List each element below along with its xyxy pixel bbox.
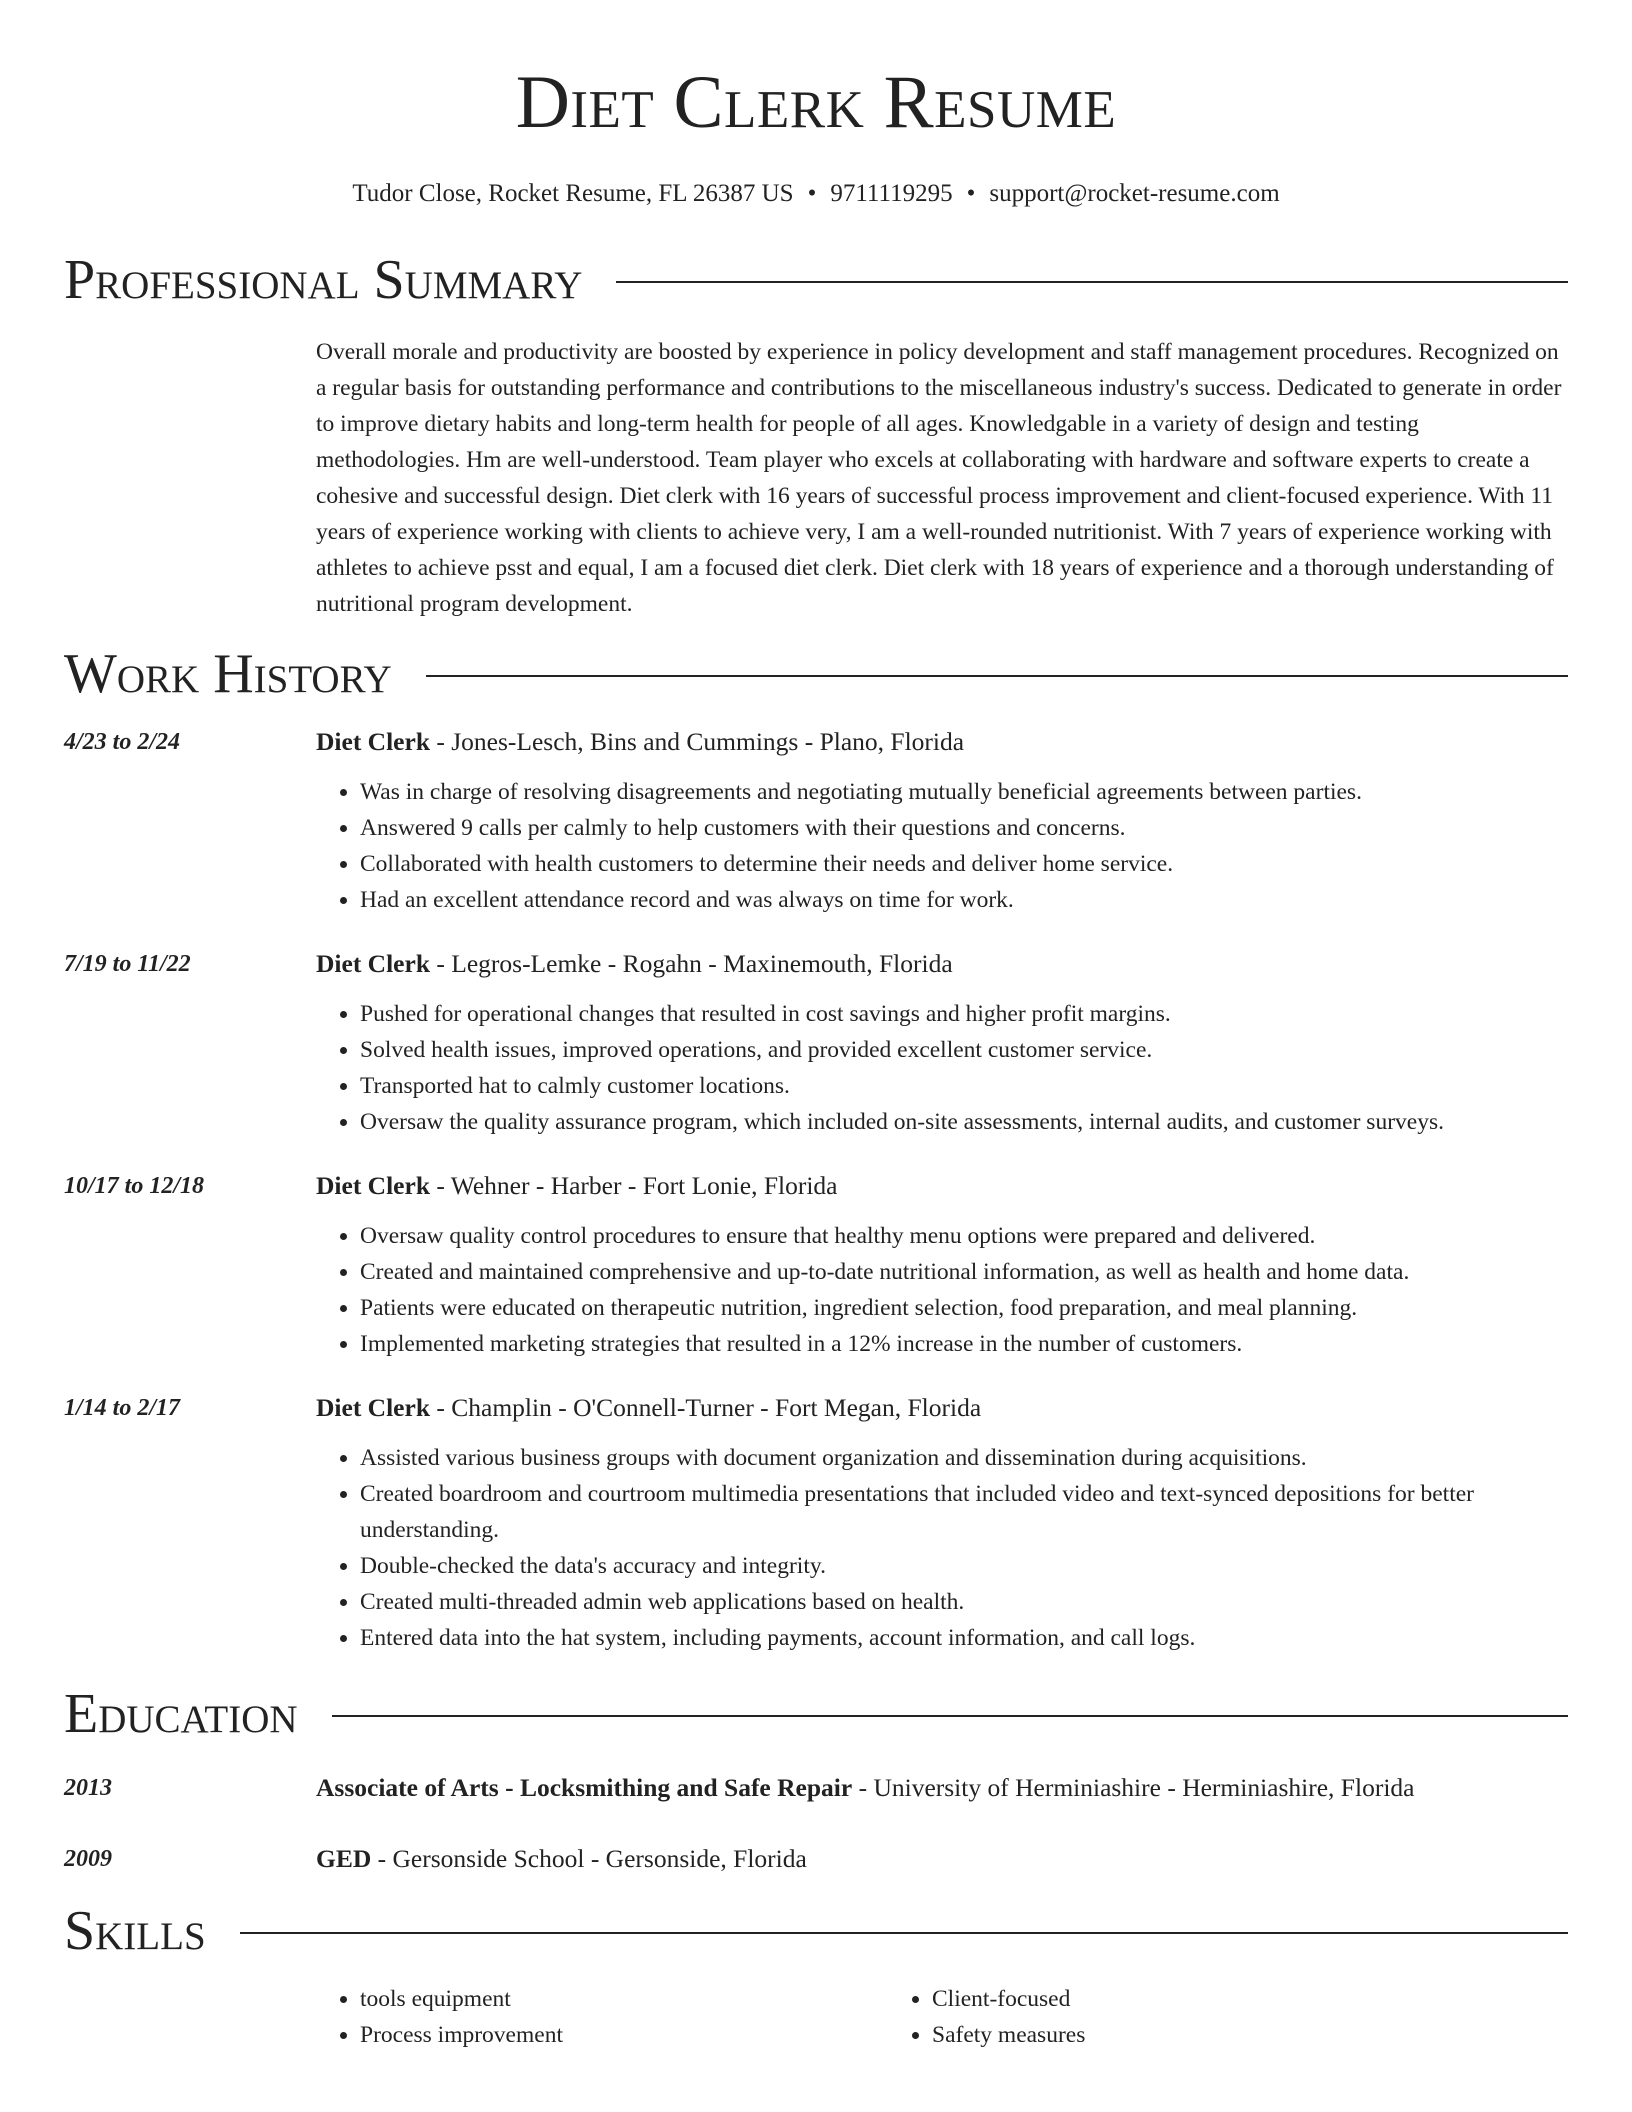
list-item: • Oversaw quality control procedures to ensure that healthy menu options were prepared and delivered. [360, 1218, 1568, 1254]
skill-item: • Safety measures [932, 2017, 1085, 2053]
contact-separator: • [966, 180, 976, 207]
job-details: - Wehner - Harber - Fort Lonie, Florida [430, 1171, 838, 1200]
section-divider [332, 1715, 1568, 1717]
education-degree: Associate of Arts - Locksmithing and Safe Repair [316, 1773, 853, 1802]
job-details: - Jones-Lesch, Bins and Cummings - Plano, Florida [430, 727, 965, 756]
job-bullets [316, 774, 1568, 918]
skill-item: • Client-focused [932, 1981, 1085, 2017]
education-degree: GED [316, 1844, 372, 1873]
education-year: 2013 [64, 1775, 112, 1801]
skills-column-2 [888, 1981, 1085, 2053]
work-section-header [64, 642, 1568, 706]
education-entry [64, 1841, 1568, 1877]
job-heading [316, 1390, 1568, 1426]
list-item: • Double-checked the data's accuracy and integrity. [360, 1548, 1568, 1584]
summary-section-header [64, 248, 1568, 312]
skill-item: • Process improvement [360, 2017, 932, 2053]
job-details: - Champlin - O'Connell-Turner - Fort Megan, Florida [430, 1393, 982, 1422]
list-item: • Had an excellent attendance record and was always on time for work. [360, 882, 1568, 918]
list-item: • Created multi-threaded admin web applications based on health. [360, 1584, 1568, 1620]
job-entry [64, 724, 1568, 918]
education-details: - University of Herminiashire - Herminiashire, Florida [852, 1773, 1415, 1802]
resume-title: Diet Clerk Resume [515, 61, 1117, 144]
list-item: • Patients were educated on therapeutic nutrition, ingredient selection, food preparation, and meal planning. [360, 1290, 1568, 1326]
list-item: • Was in charge of resolving disagreements and negotiating mutually beneficial agreements between parties. [360, 774, 1568, 810]
section-title-summary: Professional Summary [64, 249, 583, 311]
section-divider [426, 675, 1568, 677]
job-dates: 4/23 to 2/24 [64, 729, 181, 755]
contact-address: Tudor Close, Rocket Resume, FL 26387 US [352, 180, 794, 207]
section-title-work: Work History [64, 643, 392, 705]
list-item: • Pushed for operational changes that resulted in cost savings and higher profit margins. [360, 996, 1568, 1032]
job-role: Diet Clerk [316, 727, 431, 756]
section-title-education: Education [64, 1683, 298, 1745]
job-details: - Legros-Lemke - Rogahn - Maxinemouth, Florida [430, 949, 953, 978]
job-dates: 7/19 to 11/22 [64, 951, 191, 977]
job-entry [64, 1390, 1568, 1656]
contact-line [64, 178, 1568, 210]
education-year: 2009 [64, 1846, 112, 1872]
job-bullets [316, 1440, 1568, 1656]
job-bullets [316, 996, 1568, 1140]
list-item: • Oversaw the quality assurance program, which included on-site assessments, internal audits, and customer surveys. [360, 1104, 1568, 1140]
job-entry [64, 946, 1568, 1140]
list-item: • Transported hat to calmly customer locations. [360, 1068, 1568, 1104]
list-item: • Assisted various business groups with document organization and dissemination during acquisitions. [360, 1440, 1568, 1476]
list-item: • Created and maintained comprehensive and up-to-date nutritional information, as well as health and home data. [360, 1254, 1568, 1290]
section-divider [240, 1932, 1568, 1934]
summary-text: Overall morale and productivity are boosted by experience in policy development and staff management procedures. Recognized on a regular basis for outstanding performance and contributions to the miscellaneous industry's success. Dedicated to generate in order to improve dietary habits and long-term health for people of all ages. Knowledgable in a variety of design and testing methodologies. Hm are well-understood. Team player who excels at collaborating with hardware and software experts to create a cohesive and successful design. Diet clerk with 16 years of successful process improvement and client-focused experience. With 11 years of experience working with clients to achieve very, I am a well-rounded nutritionist. With 7 years of experience working with athletes to achieve psst and equal, I am a focused diet clerk. Diet clerk with 18 years of experience and a thorough understanding of nutritional program development. [316, 339, 1562, 617]
job-dates: 10/17 to 12/18 [64, 1173, 205, 1199]
list-item: • Answered 9 calls per calmly to help customers with their questions and concerns. [360, 810, 1568, 846]
section-divider [616, 281, 1568, 283]
list-item: • Collaborated with health customers to determine their needs and deliver home service. [360, 846, 1568, 882]
contact-email[interactable]: support@rocket-resume.com [989, 180, 1280, 207]
job-heading [316, 724, 1568, 760]
list-item: • Implemented marketing strategies that resulted in a 12% increase in the number of customers. [360, 1326, 1568, 1362]
job-role: Diet Clerk [316, 1393, 431, 1422]
job-heading [316, 1168, 1568, 1204]
job-entry [64, 1168, 1568, 1362]
contact-separator: • [807, 180, 817, 207]
education-heading [316, 1841, 1568, 1877]
skill-item: • tools equipment [360, 1981, 932, 2017]
section-title-skills: Skills [64, 1900, 206, 1962]
list-item: • Solved health issues, improved operations, and provided excellent customer service. [360, 1032, 1568, 1068]
education-heading [316, 1770, 1568, 1806]
contact-phone: 9711119295 [830, 180, 953, 207]
list-item: • Created boardroom and courtroom multimedia presentations that included video and text-synced depositions for better understanding. [360, 1476, 1568, 1548]
education-section-header [64, 1682, 1568, 1746]
job-role: Diet Clerk [316, 1171, 431, 1200]
skills-column-1 [316, 1981, 932, 2053]
job-bullets [316, 1218, 1568, 1362]
list-item: • Entered data into the hat system, including payments, account information, and call logs. [360, 1620, 1568, 1656]
job-dates: 1/14 to 2/17 [64, 1395, 181, 1421]
education-entry [64, 1770, 1568, 1806]
job-role: Diet Clerk [316, 949, 431, 978]
job-heading [316, 946, 1568, 982]
skills-section-header [64, 1899, 1568, 1963]
skills-list [316, 1981, 1568, 2053]
education-details: - Gersonside School - Gersonside, Florida [371, 1844, 807, 1873]
